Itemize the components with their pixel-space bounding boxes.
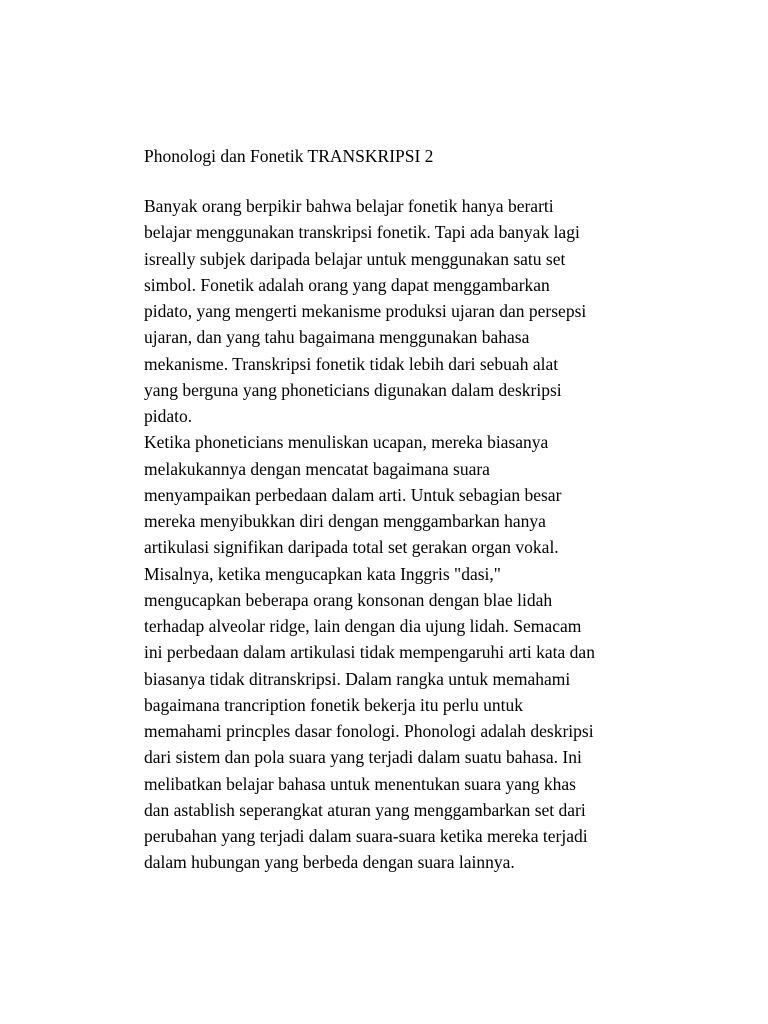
body-line: mekanisme. Transkripsi fonetik tidak lebih dari sebuah alat [144, 353, 559, 374]
body-line: bagaimana trancription fonetik bekerja itu perlu untuk [144, 694, 524, 715]
body-line: dan astablish seperangkat aturan yang menggambarkan set dari [144, 799, 586, 820]
body-line: menyampaikan perbedaan dalam arti. Untuk sebagian besar [144, 484, 562, 505]
body-line: Misalnya, ketika mengucapkan kata Inggris "dasi," [144, 563, 501, 584]
body-line: isreally subjek daripada belajar untuk menggunakan satu set [144, 248, 566, 269]
body-line: mengucapkan beberapa orang konsonan dengan blae lidah [144, 589, 553, 610]
body-line: ujaran, dan yang tahu bagaimana menggunakan bahasa [144, 327, 530, 348]
body-line: pidato, yang mengerti mekanisme produksi ujaran dan persepsi [144, 301, 587, 321]
body-line: perubahan yang terjadi dalam suara-suara ketika mereka terjadi [144, 826, 588, 846]
body-line: melibatkan belajar bahasa untuk menentukan suara yang khas [144, 773, 576, 794]
body-line: simbol. Fonetik adalah orang yang dapat menggambarkan [144, 274, 550, 295]
body-line: ini perbedaan dalam artikulasi tidak mempengaruhi arti kata dan [144, 642, 595, 663]
body-line: melakukannya dengan mencatat bagaimana suara [144, 458, 490, 479]
body-line: biasanya tidak ditranskripsi. Dalam rangka untuk memahami [144, 668, 571, 689]
body-line: pidato. [144, 406, 193, 426]
body-line: dari sistem dan pola suara yang terjadi dalam suatu bahasa. Ini [144, 747, 582, 768]
body-line: Ketika phoneticians menuliskan ucapan, mereka biasanya [144, 432, 549, 453]
body-line: belajar menggunakan transkripsi fonetik. Tapi ada banyak lagi [144, 222, 580, 243]
body-line: terhadap alveolar ridge, lain dengan dia ujung lidah. Semacam [144, 616, 582, 636]
body-line: yang berguna yang phoneticians digunakan dalam deskripsi [144, 379, 562, 400]
document-body [144, 193, 664, 876]
body-line: memahami princples dasar fonologi. Phonologi adalah deskripsi [144, 721, 594, 741]
body-line: Banyak orang berpikir bahwa belajar fonetik hanya berarti [144, 196, 554, 216]
document-title: Phonologi dan Fonetik TRANSKRIPSI 2 [144, 146, 434, 166]
body-line: mereka menyibukkan diri dengan menggambarkan hanya [144, 511, 546, 531]
body-line: dalam hubungan yang berbeda dengan suara lainnya. [144, 852, 515, 873]
body-line: artikulasi signifikan daripada total set gerakan organ vokal. [144, 537, 559, 558]
